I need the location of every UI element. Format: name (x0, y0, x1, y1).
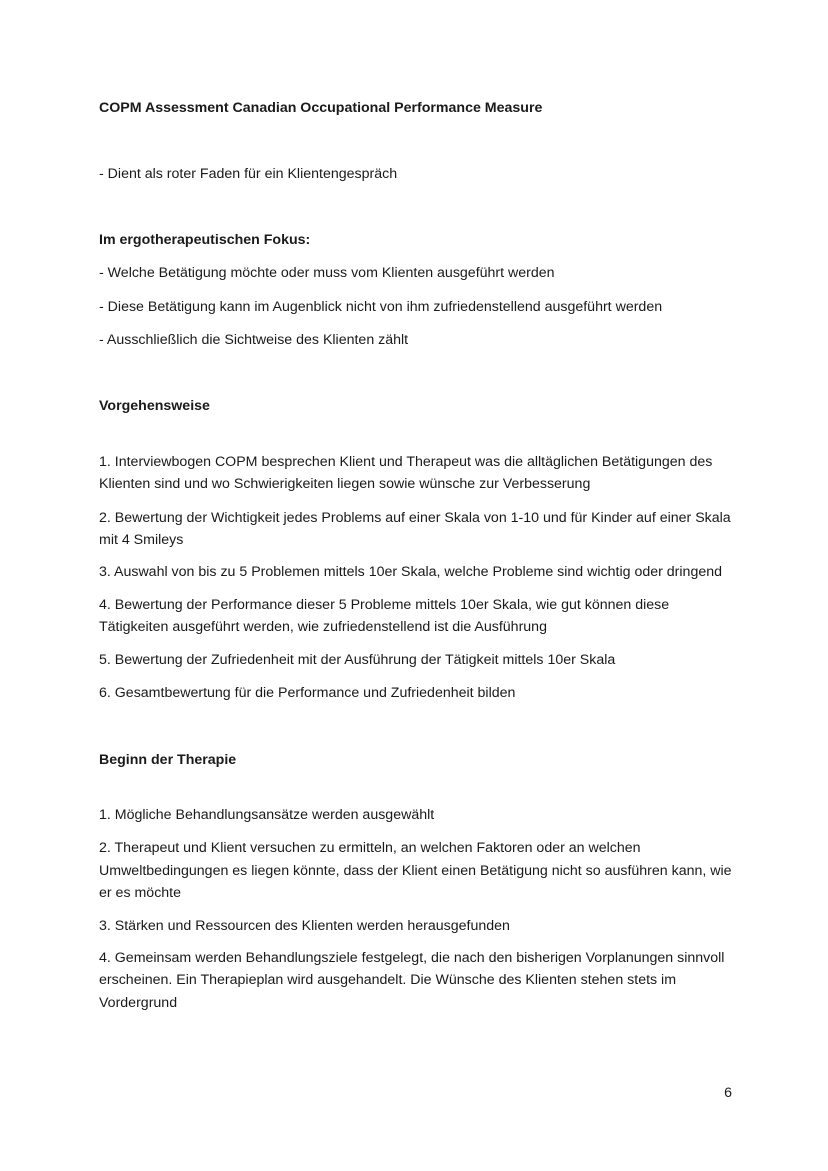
procedure-item: 5. Bewertung der Zufriedenheit mit der Ausführung der Tätigkeit mittels 10er Skala (99, 651, 616, 668)
therapy-heading: Beginn der Therapie (99, 751, 237, 768)
procedure-item: 3. Auswahl von bis zu 5 Problemen mittels 10er Skala, welche Probleme sind wichtig oder dringend (99, 564, 723, 581)
focus-heading: Im ergotherapeutischen Fokus: (99, 231, 311, 248)
page-number: 6 (724, 1085, 732, 1101)
focus-item: - Diese Betätigung kann im Augenblick nicht von ihm zufriedenstellend ausgeführt werden (99, 298, 663, 315)
procedure-item: 6. Gesamtbewertung für die Performance und Zufriedenheit bilden (99, 685, 516, 702)
therapy-item: 4. Gemeinsam werden Behandlungsziele festgelegt, die nach den bisherigen Vorplanungen sinnvoll erscheinen. Ein Therapieplan wird ausgehandelt. Die Wünsche des Klienten stehen stets im Vordergrund (99, 949, 725, 1011)
therapy-item: 2. Therapeut und Klient versuchen zu ermitteln, an welchen Faktoren oder an welchen Umweltbedingungen es liegen könnte, dass der Klient einen Betätigung nicht so ausführen kann, wie er es möchte (99, 840, 732, 902)
procedure-item: 1. Interviewbogen COPM besprechen Klient und Therapeut was die alltäglichen Betätigungen des Klienten sind und wo Schwierigkeiten liegen sowie wünsche zur Verbesserung (99, 453, 713, 493)
procedure-item: 2. Bewertung der Wichtigkeit jedes Problems auf einer Skala von 1-10 und für Kinder auf einer Skala mit 4 Smileys (99, 509, 731, 549)
procedure-item: 4. Bewertung der Performance dieser 5 Probleme mittels 10er Skala, wie gut können diese Tätigkeiten ausgeführt werden, wie zufriedenstellend ist die Ausführung (99, 596, 670, 636)
therapy-item: 1. Mögliche Behandlungsansätze werden ausgewählt (99, 806, 435, 823)
focus-item: - Welche Betätigung möchte oder muss vom Klienten ausgeführt werden (99, 265, 555, 282)
document-title: COPM Assessment Canadian Occupational Performance Measure (99, 100, 543, 116)
procedure-heading: Vorgehensweise (99, 398, 210, 415)
focus-item: - Ausschließlich die Sichtweise des Klienten zählt (99, 332, 409, 349)
document-body (99, 97, 739, 1014)
intro-line: - Dient als roter Faden für ein Klientengespräch (99, 166, 398, 183)
therapy-item: 3. Stärken und Ressourcen des Klienten werden herausgefunden (99, 917, 510, 934)
